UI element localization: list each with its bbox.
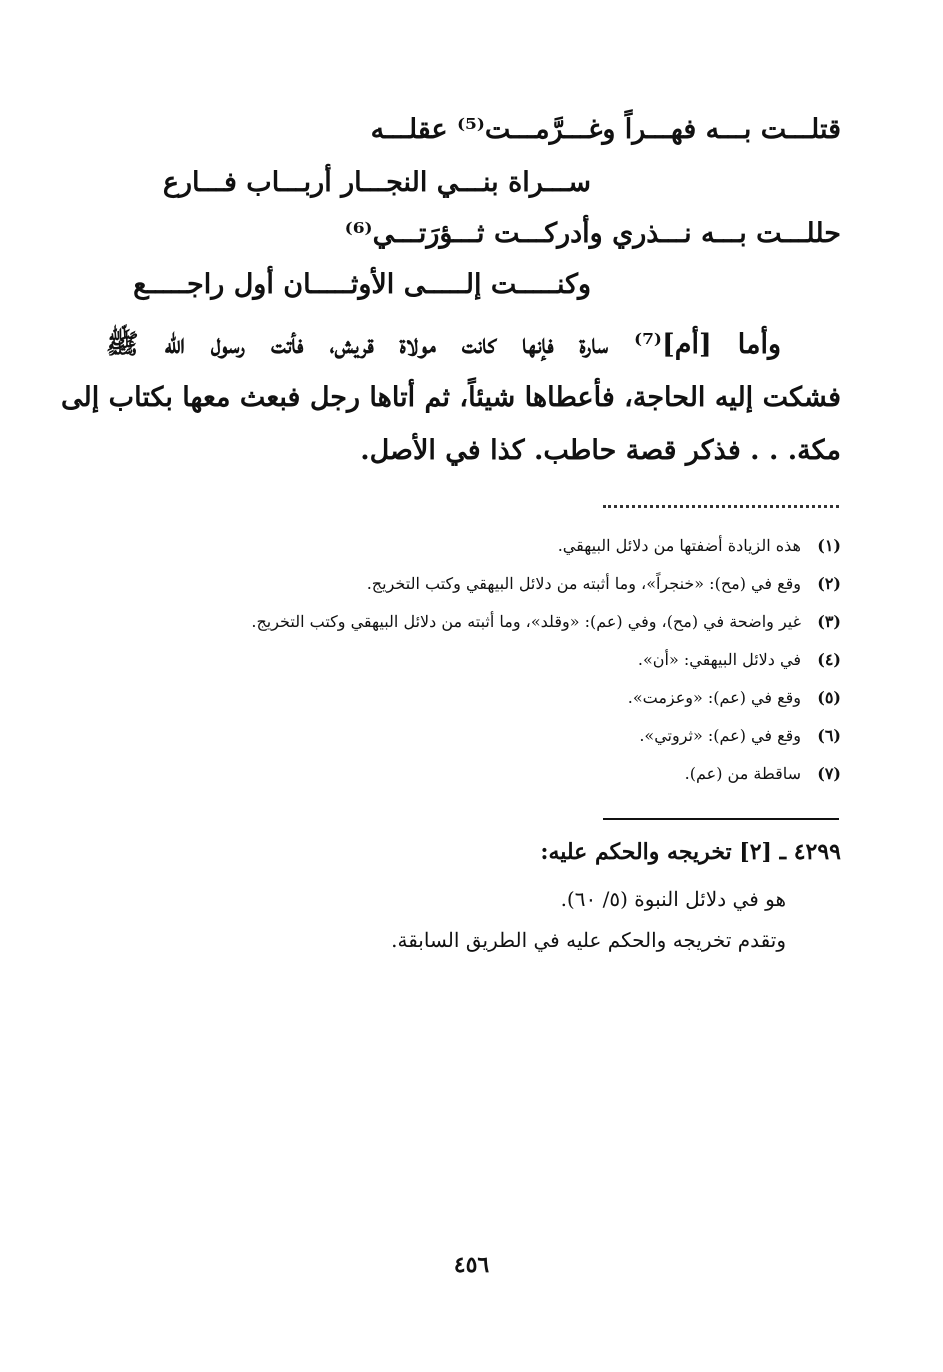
footnote-7 [141, 755, 841, 793]
prose-line-2: فشكت إليه الحاجة، فأعطاها شيئاً، ثم أتاها رجل فبعث معها بكتاب إلى [61, 382, 841, 413]
footnote-text: وقع في (مح): «خنجراً»، وما أثبته من دلائل البيهقي وكتب التخريج. [366, 574, 801, 593]
footnote-text: هذه الزيادة أضفتها من دلائل البيهقي. [557, 536, 801, 555]
footnotes-list [141, 527, 841, 793]
footnote-number: (٦) [817, 726, 841, 745]
footnote-5 [141, 679, 841, 717]
footnote-text: في دلائل البيهقي: «أن». [637, 650, 801, 669]
footnote-1 [141, 527, 841, 565]
footnote-number: (٣) [817, 612, 841, 631]
section-line-2: وتقدم تخريجه والحكم عليه في الطريق السابقة. [391, 928, 786, 952]
footnote-text: وقع في (عم): «وعزمت». [627, 688, 801, 707]
footnote-number: (٤) [817, 650, 841, 669]
footnote-4 [141, 641, 841, 679]
poem-line-2: ســـراة بنـــي النجـــار أربـــاب فـــارع [162, 167, 591, 198]
footnote-separator [603, 505, 839, 508]
prose-line-1: وأما [أم]⁽⁷⁾ سارة فإنها كانت مولاة قريش، فأتت رسول الله ﷺ [106, 329, 781, 360]
poem-line-3: حللـــت بـــه نـــذري وأدركـــت ثـــؤرَتـــي⁽⁶⁾ [344, 218, 841, 249]
footnote-text: وقع في (عم): «ثروتي». [639, 726, 801, 745]
page-number: ٤٥٦ [453, 1252, 490, 1278]
footnote-text: ساقطة من (عم). [684, 764, 801, 783]
section-heading: ٤٢٩٩ ـ [٢] تخريجه والحكم عليه: [540, 839, 841, 865]
footnote-number: (٥) [817, 688, 841, 707]
prose-line-3: مكة. . . فذكر قصة حاطب. كذا في الأصل. [360, 435, 841, 466]
footnote-number: (١) [817, 536, 841, 555]
footnote-3 [141, 603, 841, 641]
footnote-number: (٢) [817, 574, 841, 593]
poem-line-4: وكنـــــت إلـــــى الأوثـــــان أول راجـــــع [133, 269, 591, 300]
footnote-2 [141, 565, 841, 603]
footnote-6 [141, 717, 841, 755]
poem-line-1: قتلـــت بـــه فهـــراً وغـــرَّمـــت⁽⁵⁾ عقلـــه [370, 114, 841, 145]
section-line-1: هو في دلائل النبوة (٥/ ٦٠). [560, 887, 786, 911]
section-separator [603, 818, 839, 820]
footnote-number: (٧) [817, 764, 841, 783]
footnote-text: غير واضحة في (مح)، وفي (عم): «وقلد»، وما أثبته من دلائل البيهقي وكتب التخريج. [251, 612, 801, 631]
prose-paragraph [61, 318, 841, 477]
